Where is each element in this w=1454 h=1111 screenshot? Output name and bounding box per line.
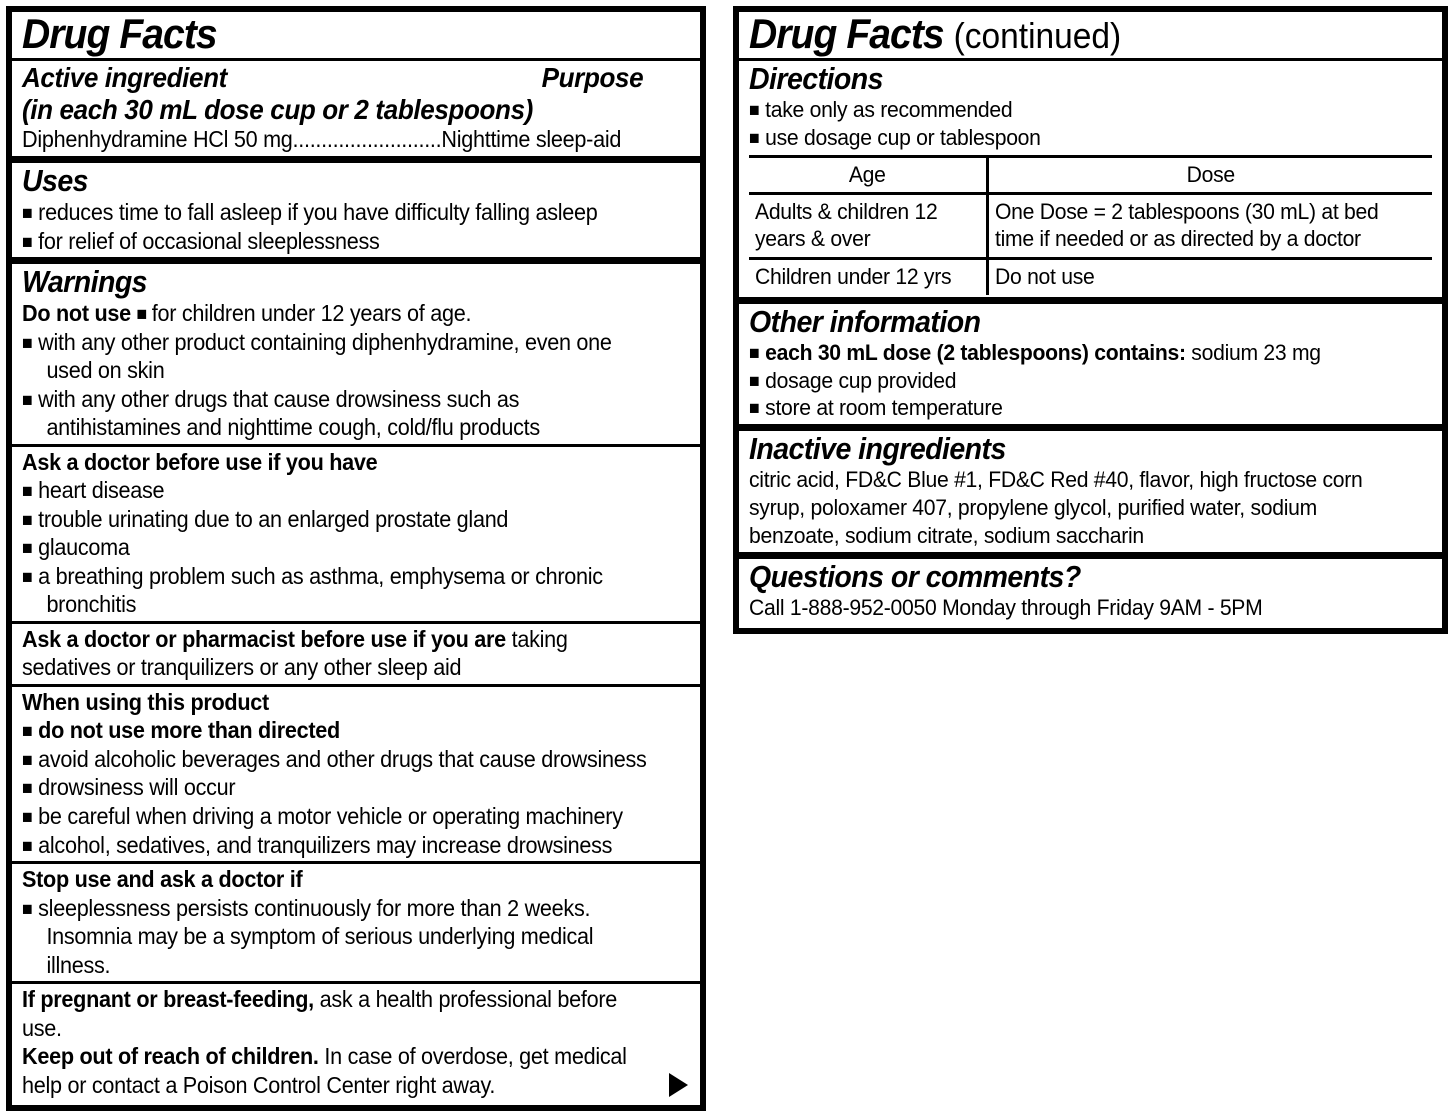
right-title-block <box>739 12 1442 56</box>
ask-doctor-item: ■ heart disease <box>22 476 650 505</box>
when-using-item: ■ avoid alcoholic beverages and other drugs that cause drowsiness <box>22 745 650 774</box>
ask-pharmacist-bold: Ask a doctor or pharmacist before use if you are <box>22 625 506 652</box>
uses-item: ■ reduces time to fall asleep if you have difficulty falling asleep <box>22 198 650 227</box>
active-ingredient-label: Active ingredient <box>22 61 227 93</box>
active-ingredient-heading-row <box>22 62 643 94</box>
subsection-ask-pharmacist <box>12 625 700 682</box>
dose-table-col-dose: Dose <box>987 158 1432 194</box>
other-information-item: ■ store at room temperature <box>749 394 1391 422</box>
dose-table <box>749 158 1432 295</box>
active-ingredient-subheading: (in each 30 mL dose cup or 2 tablespoons) <box>22 93 533 125</box>
questions-heading: Questions or comments? <box>749 559 1081 595</box>
divider-ask-pharmacist <box>12 621 700 624</box>
section-inactive-ingredients <box>739 432 1442 550</box>
pregnancy-bold: If pregnant or breast-feeding, <box>22 986 314 1013</box>
divider-when-using <box>12 684 700 687</box>
section-other-information <box>739 305 1442 423</box>
directions-item: ■ take only as recommended <box>749 96 1391 124</box>
pregnancy-text <box>22 985 650 1042</box>
other-information-item-bold: each 30 mL dose (2 tablespoons) contains: <box>765 339 1186 365</box>
section-directions <box>739 62 1442 295</box>
dose-table-row <box>749 193 1432 258</box>
divider-ask-doctor <box>12 444 700 447</box>
other-information-item: ■ dosage cup provided <box>749 367 1391 395</box>
section-active-ingredient <box>12 62 700 154</box>
divider-inactive-ingredients <box>739 424 1442 431</box>
page-title-continued-label: (continued) <box>953 15 1122 56</box>
section-warnings <box>12 265 700 442</box>
left-title-block <box>12 12 700 56</box>
do-not-use-item: ■ with any other drugs that cause drowsiness such as antihistamines and nighttime cough, cold/flu products <box>22 385 650 442</box>
uses-item: ■ for relief of occasional sleeplessness <box>22 227 650 256</box>
divider-title <box>12 58 700 61</box>
drug-facts-panel-primary <box>6 6 706 1111</box>
ask-doctor-heading: Ask a doctor before use if you have <box>22 448 378 475</box>
when-using-item: ■ do not use more than directed <box>22 716 650 745</box>
divider-uses <box>12 156 700 163</box>
page-title: Drug Facts <box>22 10 217 57</box>
purpose-label: Purpose <box>541 61 644 93</box>
dose-table-wrap <box>749 155 1432 295</box>
pregnancy-rest: ask a health professional before use. <box>22 986 618 1041</box>
do-not-use-row <box>22 299 650 328</box>
ask-doctor-item: ■ trouble urinating due to an enlarged prostate gland <box>22 505 650 534</box>
drug-facts-panel-continued <box>733 6 1448 634</box>
do-not-use-first-item: for children under 12 years of age. <box>151 300 472 327</box>
subsection-stop-use <box>12 865 700 979</box>
uses-heading: Uses <box>22 163 88 198</box>
subsection-when-using <box>12 688 700 859</box>
divider-stop-use <box>12 861 700 864</box>
stop-use-item: ■ sleeplessness persists continuously for more than 2 weeks. Insomnia may be a symptom of serious underlying medical illness. <box>22 894 650 980</box>
keep-out-bold: Keep out of reach of children. <box>22 1043 319 1070</box>
bullet-square-icon: ■ <box>136 304 148 326</box>
directions-heading: Directions <box>749 60 883 96</box>
dose-cell-dose: One Dose = 2 tablespoons (30 mL) at bed time if needed or as directed by a doctor <box>987 193 1432 258</box>
subsection-pregnancy-keepout <box>12 985 700 1099</box>
page-title-main: Drug Facts <box>749 10 944 57</box>
dose-cell-dose: Do not use <box>994 263 1094 289</box>
section-questions <box>739 560 1442 622</box>
other-information-item <box>749 339 1391 367</box>
when-using-heading: When using this product <box>22 688 269 715</box>
divider-other-information <box>739 297 1442 304</box>
dose-table-header-row <box>749 158 1432 194</box>
section-uses <box>12 164 700 255</box>
left-panel-tail-spacer <box>12 1099 700 1105</box>
keep-out-text <box>22 1042 650 1099</box>
divider-pregnancy <box>12 981 700 984</box>
right-panel-tail-spacer <box>739 622 1442 628</box>
ask-doctor-item: ■ glaucoma <box>22 533 650 562</box>
active-ingredient-line: Diphenhydramine HCl 50 mg..........................Nighttime sleep-aid <box>22 126 622 153</box>
stop-use-heading: Stop use and ask a doctor if <box>22 866 303 893</box>
do-not-use-item: ■ with any other product containing diphenhydramine, even one used on skin <box>22 328 650 385</box>
ask-pharmacist-rest: taking sedatives or tranquilizers or any other sleep aid <box>22 625 568 681</box>
inactive-ingredients-heading: Inactive ingredients <box>749 431 1006 467</box>
inactive-ingredients-text: citric acid, FD&C Blue #1, FD&C Red #40, flavor, high fructose corn syrup, poloxamer 407, propylene glycol, purified water, sodium benzoate, sodium citrate, sodium saccharin <box>749 467 1363 549</box>
when-using-item: ■ be careful when driving a motor vehicle or operating machinery <box>22 802 650 831</box>
divider-questions <box>739 552 1442 559</box>
dose-cell-age: Children under 12 yrs <box>749 258 987 295</box>
dose-table-col-age: Age <box>749 158 987 194</box>
ask-doctor-item: ■ a breathing problem such as asthma, emphysema or chronic bronchitis <box>22 562 650 619</box>
other-information-item-rest: sodium 23 mg <box>1185 339 1321 365</box>
page-title-continued <box>749 12 1384 56</box>
when-using-item: ■ drowsiness will occur <box>22 773 650 802</box>
dose-table-row <box>749 258 1432 295</box>
other-information-heading: Other information <box>749 303 981 339</box>
right-triangle-arrow-icon <box>669 1073 688 1097</box>
dose-cell-age: Adults & children 12 years & over <box>749 193 987 258</box>
when-using-item: ■ alcohol, sedatives, and tranquilizers may increase drowsiness <box>22 831 650 860</box>
directions-item: ■ use dosage cup or tablespoon <box>749 124 1391 152</box>
subsection-ask-doctor <box>12 448 700 619</box>
questions-text: Call 1-888-952-0050 Monday through Friday 9AM - 5PM <box>749 595 1263 621</box>
warnings-heading: Warnings <box>22 264 148 300</box>
keep-out-rest: In case of overdose, get medical help or contact a Poison Control Center right away. <box>22 1043 627 1098</box>
ask-pharmacist-text <box>22 625 650 682</box>
divider-warnings <box>12 257 700 264</box>
do-not-use-label: Do not use <box>22 300 131 327</box>
